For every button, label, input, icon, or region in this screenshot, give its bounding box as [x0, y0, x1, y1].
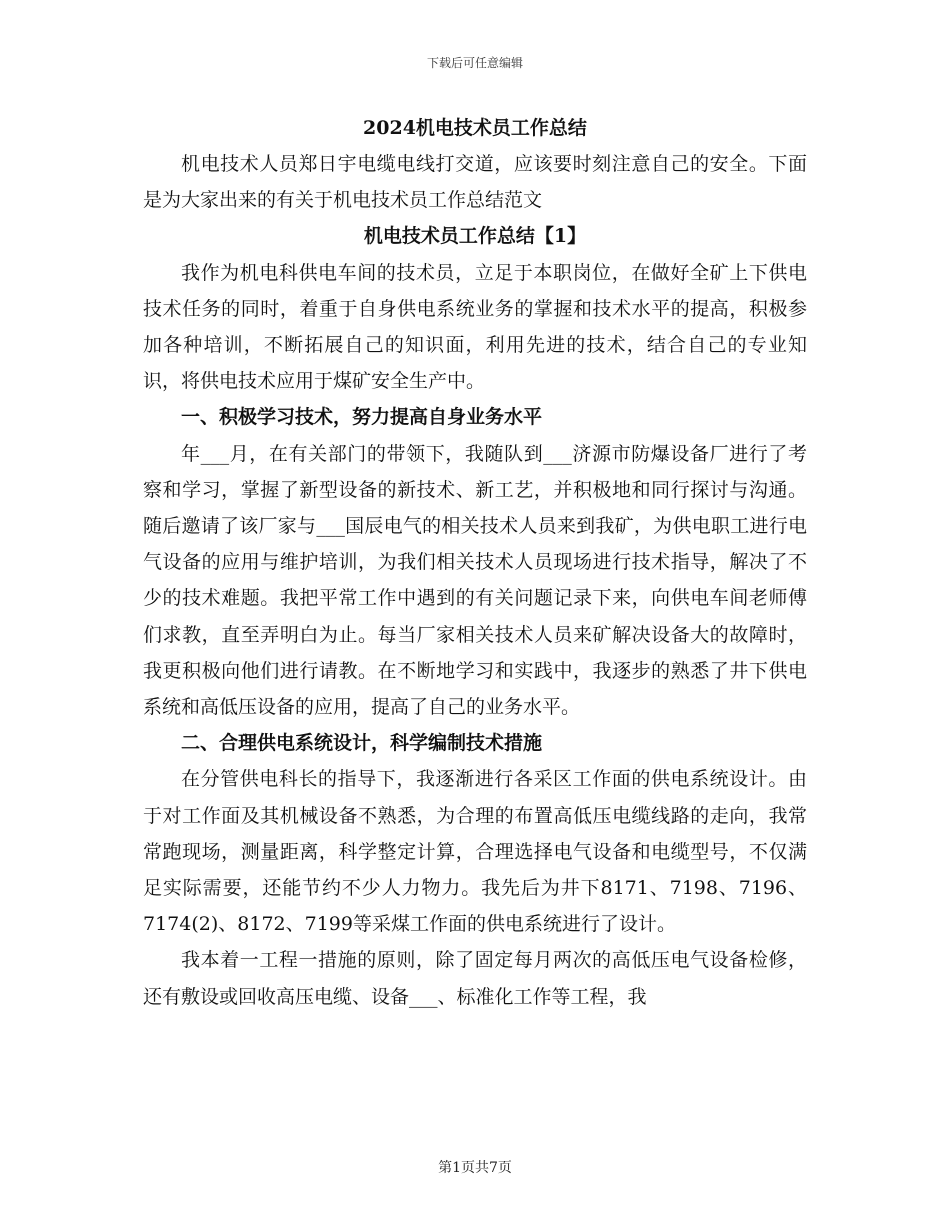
document-body: [143, 110, 807, 1015]
paragraph-4: 我本着一工程一措施的原则，除了固定每月两次的高低压电气设备检修，还有敷设或回收高压电缆、设备___、标准化工作等工程，我: [143, 949, 807, 1008]
heading-2: 二、合理供电系统设计，科学编制技术措施: [181, 732, 543, 755]
paragraph-1: 我作为机电科供电车间的技术员，立足于本职岗位，在做好全矿上下供电技术任务的同时，着重于自身供电系统业务的掌握和技术水平的提高，积极参加各种培训，不断拓展自己的知识面，利用先进的技术，结合自己的专业知识，将供电技术应用于煤矿安全生产中。: [143, 261, 807, 393]
heading-1: 一、积极学习技术，努力提高自身业务水平: [181, 406, 543, 429]
page-number: 第1页共7页: [438, 1160, 512, 1176]
document-title: 2024机电技术员工作总结: [363, 117, 587, 139]
intro-paragraph: 机电技术人员郑日宇电缆电线打交道，应该要时刻注意自己的安全。下面是为大家出来的有关于机电技术员工作总结范文: [143, 153, 807, 212]
paragraph-2: 年___月，在有关部门的带领下，我随队到___济源市防爆设备厂进行了考察和学习，掌握了新型设备的新技术、新工艺，并积极地和同行探讨与沟通。随后邀请了该厂家与___国辰电气的相关技术人员来到我矿，为供电职工进行电气设备的应用与维护培训，为我们相关技术人员现场进行技术指导，解决了不少的技术难题。我把平常工作中遇到的有关问题记录下来，向供电车间老师傅们求教，直至弄明白为止。每当厂家相关技术人员来矿解决设备大的故障时，我更积极向他们进行请教。在不断地学习和实践中，我逐步的熟悉了井下供电系统和高低压设备的应用，提高了自己的业务水平。: [143, 442, 807, 719]
section-title: 机电技术员工作总结【1】: [363, 225, 587, 248]
page-header-note: 下载后可任意编辑: [426, 56, 523, 70]
paragraph-3: 在分管供电科长的指导下，我逐渐进行各采区工作面的供电系统设计。由于对工作面及其机械设备不熟悉，为合理的布置高低压电缆线路的走向，我常常跑现场，测量距离，科学整定计算，合理选择电气设备和电缆型号，不仅满足实际需要，还能节约不少人力物力。我先后为井下8171、7198、7196、7174(2)、8172、7199等采煤工作面的供电系统进行了设计。: [143, 768, 807, 936]
